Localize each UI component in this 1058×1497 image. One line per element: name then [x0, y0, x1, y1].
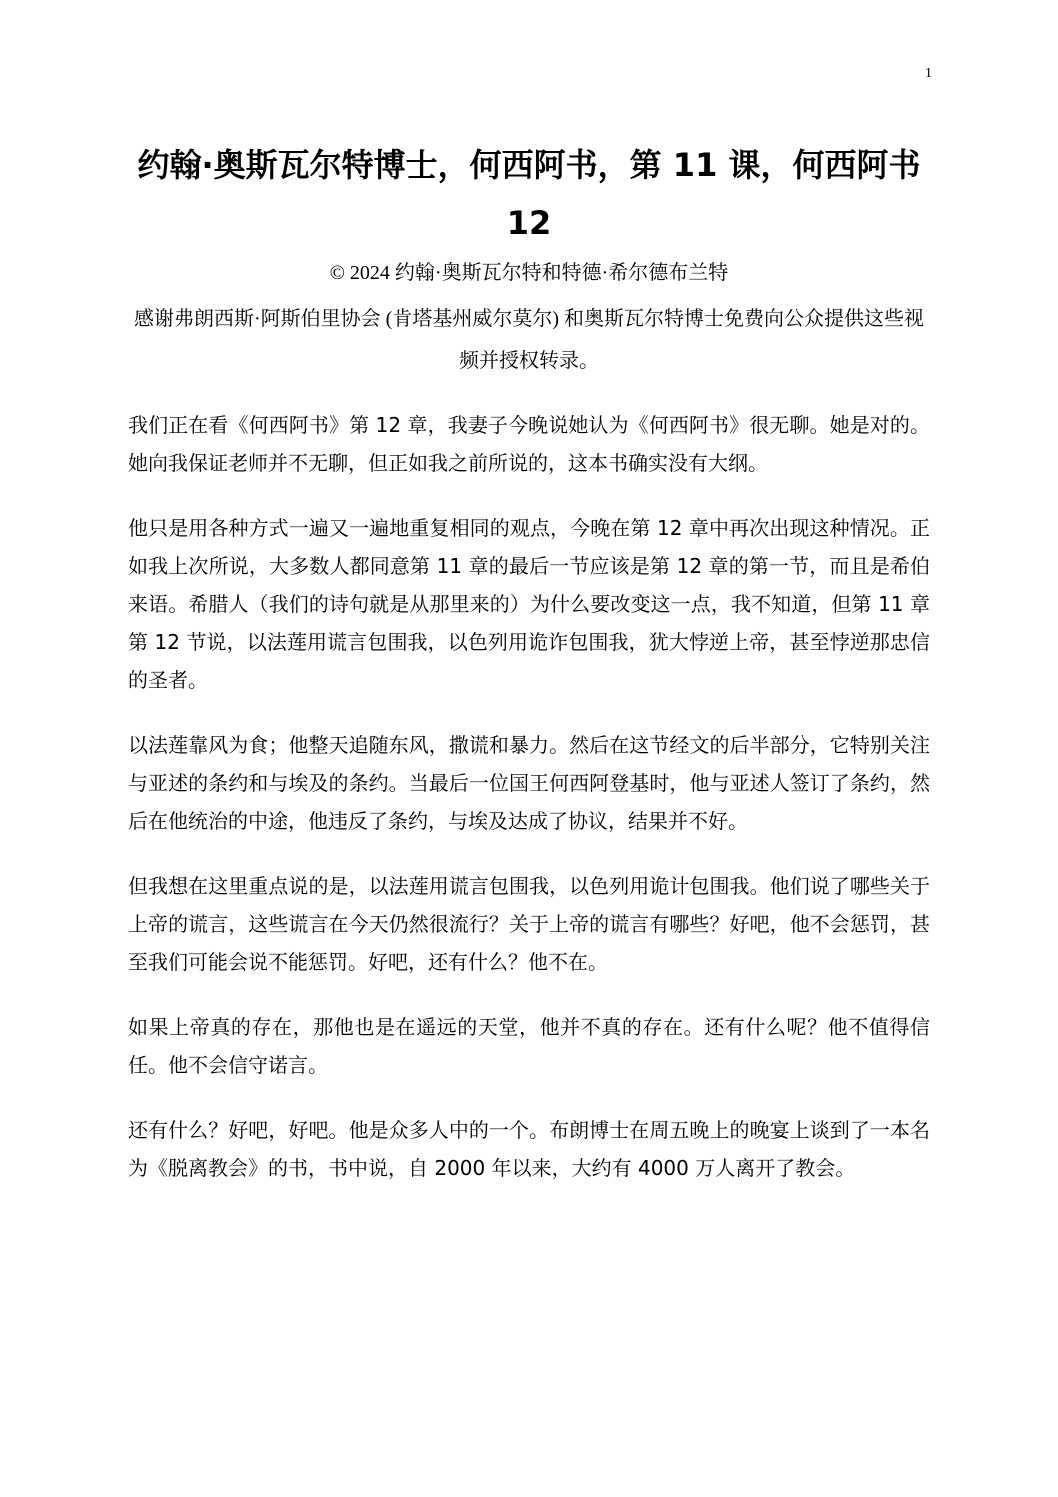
document-body	[128, 406, 930, 1214]
paragraph: 但我想在这里重点说的是，以法莲用谎言包围我，以色列用诡计包围我。他们说了哪些关于上帝的谎言，这些谎言在今天仍然很流行？关于上帝的谎言有哪些？好吧，他不会惩罚，甚至我们可能会说不能惩罚。好吧，还有什么？他不在。	[128, 874, 930, 974]
paragraph: 如果上帝真的存在，那他也是在遥远的天堂，他并不真的存在。还有什么呢？他不值得信任。他不会信守诺言。	[128, 1015, 930, 1077]
copyright-line: © 2024 约翰·奥斯瓦尔特和特德·希尔德布兰特	[329, 262, 729, 284]
paragraph: 我们正在看《何西阿书》第 12 章，我妻子今晚说她认为《何西阿书》很无聊。她是对的。她向我保证老师并不无聊，但正如我之前所说的，这本书确实没有大纲。	[128, 413, 930, 475]
credit-line: 感谢弗朗西斯·阿斯伯里协会 (肯塔基州威尔莫尔) 和奥斯瓦尔特博士免费向公众提供这些视频并授权转录。	[134, 308, 924, 372]
page-number: 1	[925, 66, 932, 81]
document-title: 约翰·奥斯瓦尔特博士，何西阿书，第 11 课，何西阿书 12	[137, 146, 921, 242]
paragraph: 还有什么？好吧，好吧。他是众多人中的一个。布朗博士在周五晚上的晚宴上谈到了一本名为《脱离教会》的书，书中说，自 2000 年以来，大约有 4000 万人离开了教会。	[128, 1118, 930, 1180]
paragraph: 他只是用各种方式一遍又一遍地重复相同的观点，今晚在第 12 章中再次出现这种情况。正如我上次所说，大多数人都同意第 11 章的最后一节应该是第 12 章的第一节，而且是希伯来语。希腊人（我们的诗句就是从那里来的）为什么要改变这一点，我不知道，但第 11 章第 12 节说，以法莲用谎言包围我，以色列用诡诈包围我，犹大悖逆上帝，甚至悖逆那忠信的圣者。	[128, 516, 930, 692]
paragraph: 以法莲靠风为食；他整天追随东风，撒谎和暴力。然后在这节经文的后半部分，它特别关注与亚述的条约和与埃及的条约。当最后一位国王何西阿登基时，他与亚述人签订了条约，然后在他统治的中途，他违反了条约，与埃及达成了协议，结果并不好。	[128, 733, 930, 833]
